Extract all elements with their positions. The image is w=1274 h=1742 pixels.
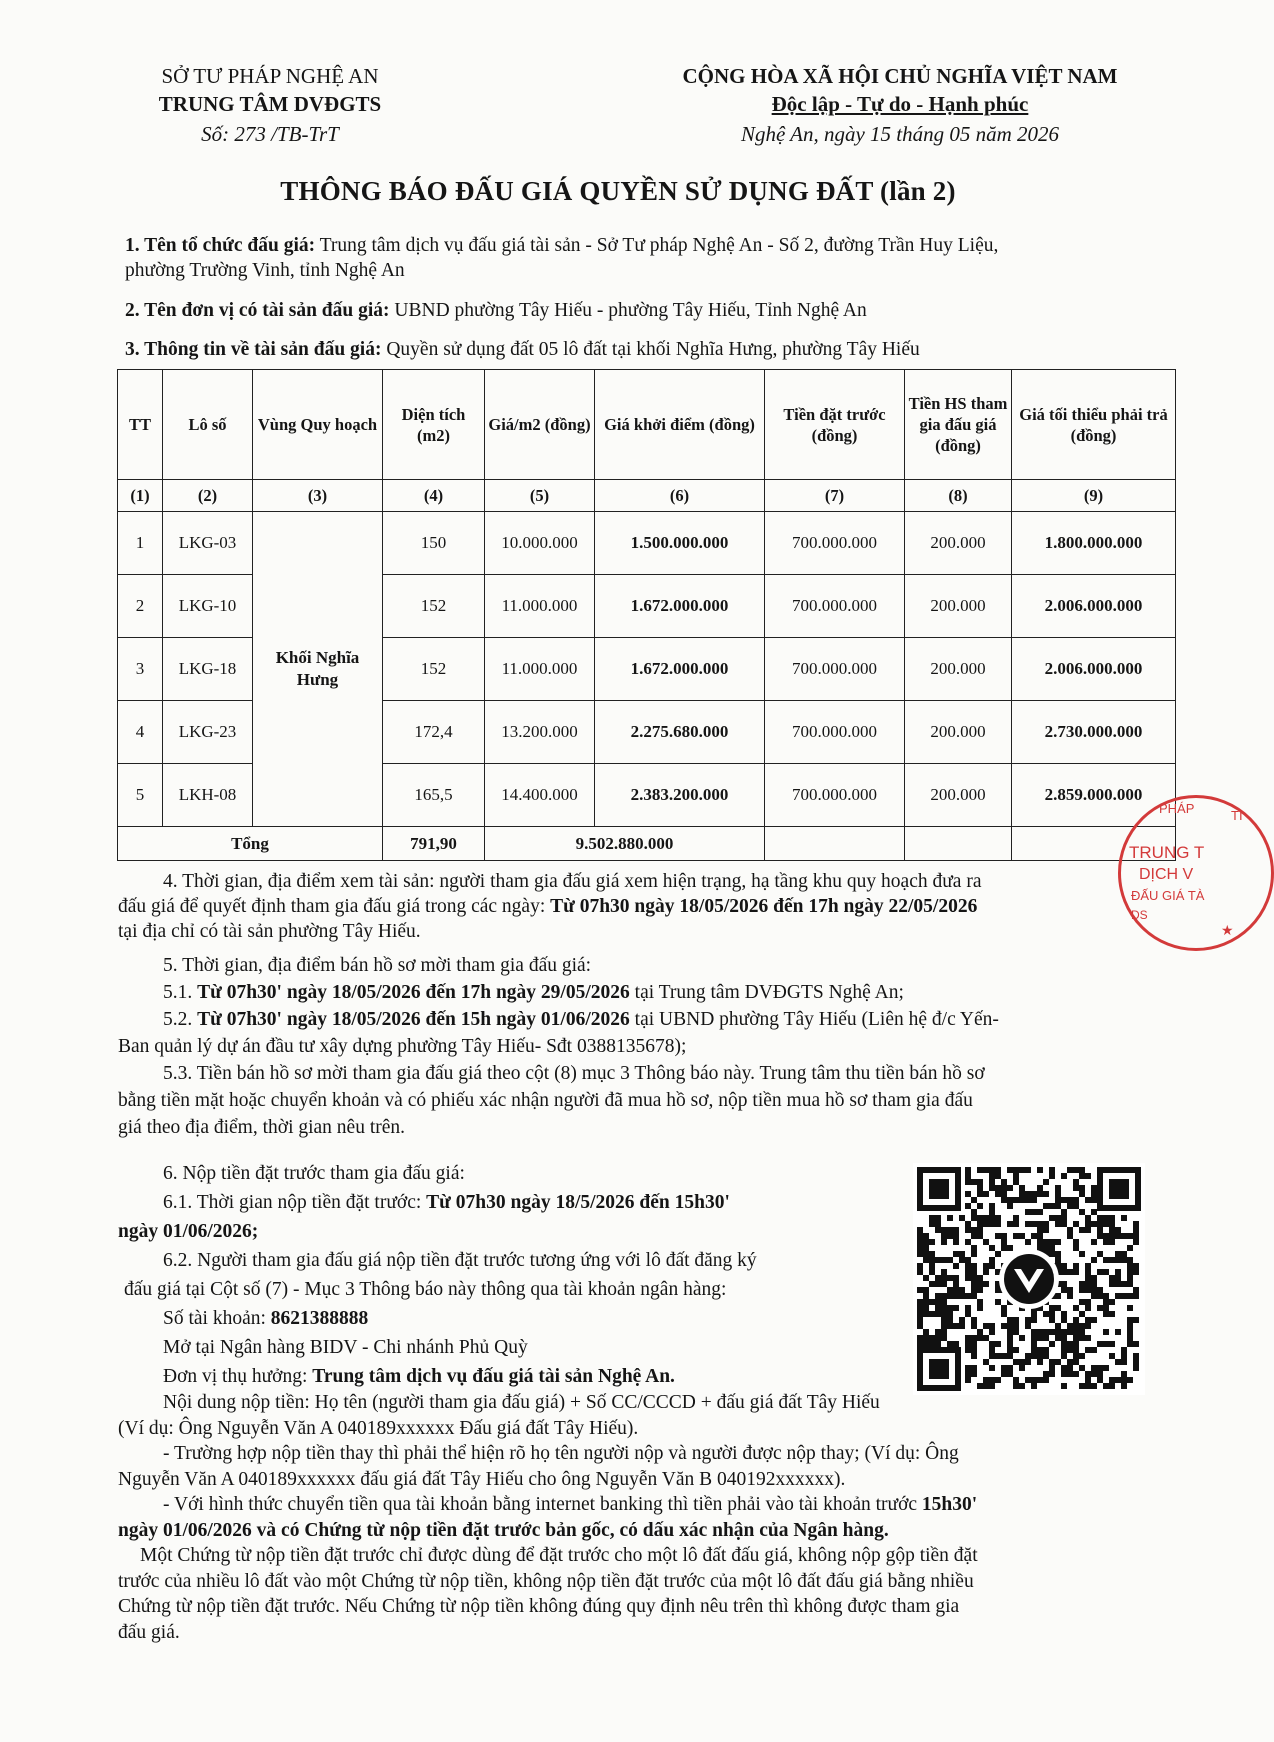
banking-case-text: - Với hình thức chuyển tiền qua tài khoản bằng internet banking thì tiền phải vào tài khoản trước — [163, 1494, 922, 1515]
s61-date: ngày 01/06/2026; — [118, 1221, 259, 1242]
final-note-line-4: đấu giá. — [118, 1621, 180, 1643]
section-5-3-line-2: bằng tiền mặt hoặc chuyển khoản và có phiếu xác nhận người đã mua hồ sơ, nộp tiền mua hồ sơ tham gia đấu — [118, 1090, 973, 1111]
cell-price-m2: 11.000.000 — [485, 638, 595, 701]
section-6-content — [118, 1390, 1178, 1645]
section-3-text: Quyền sử dụng đất 05 lô đất tại khối Nghĩa Hưng, phường Tây Hiếu — [381, 339, 920, 360]
cell-lot: LKG-03 — [163, 512, 253, 575]
section-5-title: 5. Thời gian, địa điểm bán hồ sơ mời tham gia đấu giá: — [163, 955, 592, 976]
proxy-case-line-1: - Trường hợp nộp tiền thay thì phải thể hiện rõ họ tên người nộp và người được nộp thay; (Ví dụ: Ông — [163, 1443, 959, 1464]
total-area: 791,90 — [383, 827, 485, 861]
table-total-row — [118, 827, 1176, 861]
section-6-title: 6. Nộp tiền đặt trước tham gia đấu giá: — [163, 1163, 465, 1184]
banking-case-line-2: ngày 01/06/2026 và có Chứng từ nộp tiền đặt trước bản gốc, có dấu xác nhận của Ngân hàng. — [118, 1519, 889, 1541]
cell-area: 150 — [383, 512, 485, 575]
col-header: Giá tối thiểu phải trả (đồng) — [1012, 370, 1176, 480]
banking-deadline: 15h30' — [921, 1494, 978, 1515]
cell-deposit: 700.000.000 — [765, 764, 905, 827]
proxy-case-line-2: Nguyễn Văn A 040189xxxxxx đấu giá đất Tây Hiếu cho ông Nguyễn Văn B 040192xxxxxx). — [118, 1468, 846, 1490]
section-2-text: UBND phường Tây Hiếu - phường Tây Hiếu, Tỉnh Nghệ An — [389, 300, 867, 321]
col-index: (7) — [765, 480, 905, 512]
col-index: (1) — [118, 480, 163, 512]
cell-min-price: 2.730.000.000 — [1012, 701, 1176, 764]
payment-content-line-1: Nội dung nộp tiền: Họ tên (người tham gia đấu giá) + Số CC/CCCD + đấu giá đất Tây Hiếu — [163, 1392, 880, 1413]
cell-start-price: 1.500.000.000 — [595, 512, 765, 575]
cell-lot: LKG-23 — [163, 701, 253, 764]
cell-deposit: 700.000.000 — [765, 701, 905, 764]
cell-area: 152 — [383, 638, 485, 701]
national-title: CỘNG HÒA XÃ HỘI CHỦ NGHĨA VIỆT NAM — [682, 64, 1118, 88]
place-date: Nghệ An, ngày 15 tháng 05 năm 2026 — [740, 122, 1060, 146]
section-2 — [125, 298, 1175, 323]
section-4-line-2 — [118, 894, 1178, 919]
section-5-1 — [118, 979, 1178, 1006]
col-header: Lô số — [163, 370, 253, 480]
section-5-3-line-1: 5.3. Tiền bán hồ sơ mời tham gia đấu giá theo cột (8) mục 3 Thông báo này. Trung tâm thu tiền bán hồ sơ — [163, 1063, 985, 1084]
col-index: (3) — [253, 480, 383, 512]
section-5 — [118, 952, 1178, 1141]
page-title: THÔNG BÁO ĐẤU GIÁ QUYỀN SỬ DỤNG ĐẤT (lần 2) — [280, 176, 956, 206]
col-header: Diện tích (m2) — [383, 370, 485, 480]
stamp-line-1: TRUNG T — [1129, 843, 1205, 862]
star-icon: ★ — [1221, 922, 1234, 938]
section-1-label: 1. Tên tổ chức đấu giá: — [125, 235, 316, 256]
empty-cell — [765, 827, 905, 861]
section-1-text-2: phường Trường Vinh, tỉnh Nghệ An — [125, 260, 405, 281]
col-header: Vùng Quy hoạch — [253, 370, 383, 480]
stamp-top-text-2: TI — [1231, 808, 1243, 823]
banking-case-line-1 — [118, 1492, 1178, 1518]
document-number: Số: 273 /TB-TrT — [201, 122, 339, 146]
account-number-line — [118, 1304, 918, 1333]
s61-period: Từ 07h30 ngày 18/5/2026 đến 15h30' — [426, 1192, 730, 1213]
section-2-label: 2. Tên đơn vị có tài sản đấu giá: — [125, 300, 390, 321]
cell-min-price: 1.800.000.000 — [1012, 512, 1176, 575]
cell-price-m2: 11.000.000 — [485, 575, 595, 638]
cell-lot: LKH-08 — [163, 764, 253, 827]
section-5-2 — [118, 1006, 1178, 1033]
stamp-top-text: PHÁP — [1159, 801, 1195, 816]
col-index: (4) — [383, 480, 485, 512]
section-6-2-line-2: đấu giá tại Cột số (7) - Mục 3 Thông báo này thông qua tài khoản ngân hàng: — [124, 1279, 727, 1300]
cell-area: 152 — [383, 575, 485, 638]
cell-tt: 5 — [118, 764, 163, 827]
s51-place: tại Trung tâm DVĐGTS Nghệ An; — [629, 982, 904, 1003]
cell-start-price: 1.672.000.000 — [595, 575, 765, 638]
cell-deposit: 700.000.000 — [765, 638, 905, 701]
cell-tt: 4 — [118, 701, 163, 764]
col-header: TT — [118, 370, 163, 480]
final-note-line-1: Một Chứng từ nộp tiền đặt trước chỉ được dùng để đặt trước cho một lô đất đấu giá, không nộp gộp tiền đặt — [140, 1545, 978, 1566]
cell-start-price: 2.383.200.000 — [595, 764, 765, 827]
section-5-2-cont: Ban quản lý dự án đầu tư xây dựng phường Tây Hiếu- Sđt 0388135678); — [118, 1036, 687, 1057]
col-header: Tiền đặt trước (đồng) — [765, 370, 905, 480]
table-header-row — [118, 370, 1176, 480]
empty-cell — [905, 827, 1012, 861]
cell-file-fee: 200.000 — [905, 701, 1012, 764]
beneficiary-label: Đơn vị thụ hưởng: — [163, 1366, 313, 1387]
cell-price-m2: 10.000.000 — [485, 512, 595, 575]
cell-min-price: 2.006.000.000 — [1012, 575, 1176, 638]
section-5-3-line-3: giá theo địa điểm, thời gian nêu trên. — [118, 1117, 406, 1138]
cell-tt: 3 — [118, 638, 163, 701]
national-motto: Độc lập - Tự do - Hạnh phúc — [771, 92, 1029, 116]
final-note-line-3: Chứng từ nộp tiền đặt trước. Nếu Chứng từ nộp tiền không đúng quy định nêu trên thì không được tham gia — [118, 1596, 960, 1617]
cell-area: 165,5 — [383, 764, 485, 827]
agency-name: SỞ TƯ PHÁP NGHỆ AN — [161, 64, 379, 88]
center-name: TRUNG TÂM DVĐGTS — [158, 92, 382, 116]
cell-deposit: 700.000.000 — [765, 512, 905, 575]
beneficiary-line — [118, 1362, 918, 1391]
section-6 — [118, 1159, 918, 1391]
section-4 — [118, 869, 1178, 944]
cell-file-fee: 200.000 — [905, 638, 1012, 701]
viewing-period: Từ 07h30 ngày 18/05/2026 đến 17h ngày 22/05/2026 — [550, 896, 978, 917]
qr-code-icon — [913, 1163, 1145, 1395]
table-row — [118, 512, 1176, 575]
section-4-line-3: tại địa chỉ có tài sản phường Tây Hiếu. — [118, 921, 421, 942]
s51-period: Từ 07h30' ngày 18/05/2026 đến 17h ngày 29/05/2026 — [197, 982, 630, 1003]
cell-lot: LKG-18 — [163, 638, 253, 701]
section-1 — [125, 233, 1175, 283]
assets-table — [117, 369, 1176, 861]
section-6-2-line-1: 6.2. Người tham gia đấu giá nộp tiền đặt trước tương ứng với lô đất đăng ký — [163, 1250, 757, 1271]
s61-label: 6.1. Thời gian nộp tiền đặt trước: — [163, 1192, 427, 1213]
col-index: (9) — [1012, 480, 1176, 512]
s52-period: Từ 07h30' ngày 18/05/2026 đến 15h ngày 01/06/2026 — [197, 1009, 630, 1030]
cell-min-price: 2.006.000.000 — [1012, 638, 1176, 701]
col-header: Giá/m2 (đồng) — [485, 370, 595, 480]
cell-area: 172,4 — [383, 701, 485, 764]
s52-place: tại UBND phường Tây Hiếu (Liên hệ đ/c Yến- — [629, 1009, 999, 1030]
table-index-row — [118, 480, 1176, 512]
cell-lot: LKG-10 — [163, 575, 253, 638]
stamp-bottom-text: DS — [1131, 908, 1148, 922]
cell-start-price: 2.275.680.000 — [595, 701, 765, 764]
section-3 — [125, 337, 1175, 362]
section-1-text: Trung tâm dịch vụ đấu giá tài sản - Sở Tư pháp Nghệ An - Số 2, đường Trần Huy Liệu, — [315, 235, 999, 256]
col-index: (6) — [595, 480, 765, 512]
cell-file-fee: 200.000 — [905, 512, 1012, 575]
cell-zone: Khối Nghĩa Hưng — [253, 512, 383, 827]
stamp-line-2: DỊCH V — [1139, 866, 1194, 883]
col-header: Tiền HS tham gia đấu giá (đồng) — [905, 370, 1012, 480]
stamp-line-3: ĐẤU GIÁ TÀ — [1131, 888, 1205, 903]
cell-min-price: 2.859.000.000 — [1012, 764, 1176, 827]
beneficiary-name: Trung tâm dịch vụ đấu giá tài sản Nghệ An. — [312, 1366, 675, 1387]
s52-num: 5.2. — [163, 1009, 198, 1030]
account-number: 8621388888 — [270, 1308, 369, 1329]
cell-file-fee: 200.000 — [905, 575, 1012, 638]
cell-price-m2: 14.400.000 — [485, 764, 595, 827]
col-index: (5) — [485, 480, 595, 512]
s51-num: 5.1. — [163, 982, 198, 1003]
col-index: (2) — [163, 480, 253, 512]
section-4-text: đấu giá để quyết định tham gia đấu giá trong các ngày: — [118, 896, 551, 917]
cell-tt: 1 — [118, 512, 163, 575]
cell-deposit: 700.000.000 — [765, 575, 905, 638]
col-index: (8) — [905, 480, 1012, 512]
section-3-label: 3. Thông tin về tài sản đấu giá: — [125, 339, 382, 360]
section-6-1 — [118, 1188, 918, 1217]
total-label: Tổng — [118, 827, 383, 861]
cell-start-price: 1.672.000.000 — [595, 638, 765, 701]
cell-price-m2: 13.200.000 — [485, 701, 595, 764]
section-4-line-1: 4. Thời gian, địa điểm xem tài sản: người tham gia đấu giá xem hiện trạng, hạ tầng khu quy hoạch đưa ra — [163, 871, 982, 892]
final-note-line-2: trước của nhiều lô đất vào một Chứng từ nộp tiền, không nộp tiền đặt trước của một lô đất đấu giá bằng nhiều — [118, 1570, 974, 1592]
cell-file-fee: 200.000 — [905, 764, 1012, 827]
col-header: Giá khởi điểm (đồng) — [595, 370, 765, 480]
total-start-price: 9.502.880.000 — [485, 827, 765, 861]
payment-content-line-2: (Ví dụ: Ông Nguyễn Văn A 040189xxxxxx Đấu giá đất Tây Hiếu). — [118, 1417, 639, 1439]
bank-name: Mở tại Ngân hàng BIDV - Chi nhánh Phủ Quỳ — [163, 1337, 528, 1358]
account-label: Số tài khoản: — [163, 1308, 271, 1329]
cell-tt: 2 — [118, 575, 163, 638]
